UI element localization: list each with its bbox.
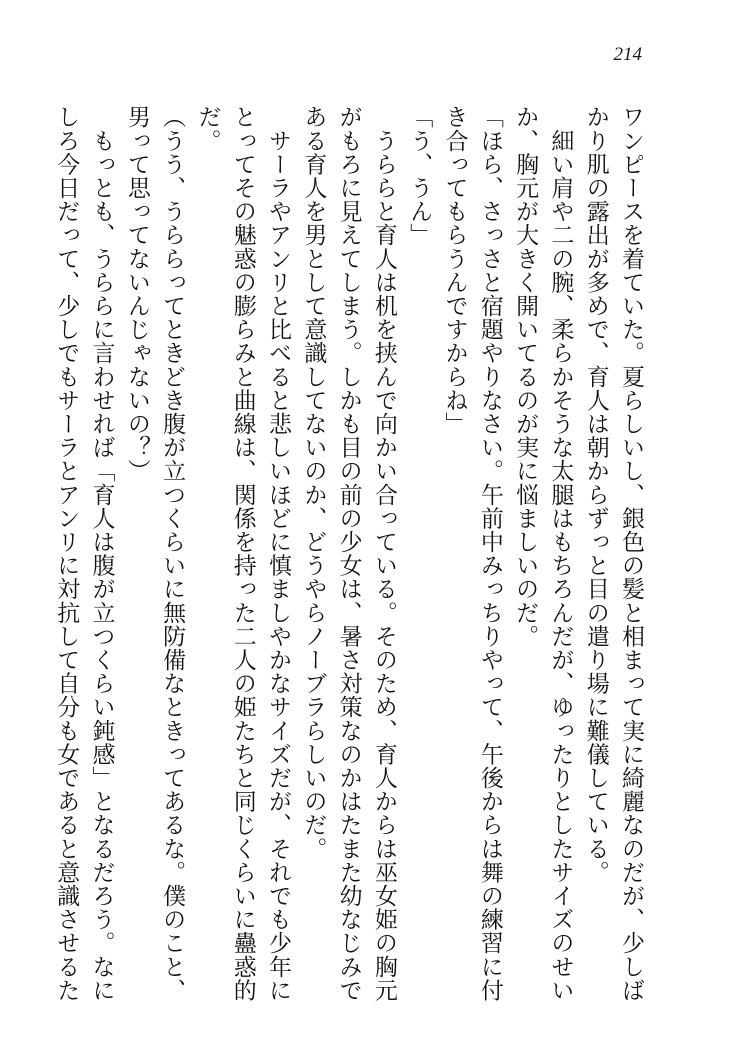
page-number: 214 bbox=[613, 44, 642, 65]
text-line: 「う、うん」 bbox=[406, 105, 433, 247]
body-text bbox=[48, 105, 648, 1002]
text-line: （うう、うららってときどき腹が立つくらいに無防備なときってあるな。僕のこと、 bbox=[159, 105, 186, 1002]
text-line: ある育人を男として意識してないのか、どうやらノーブラらしいのだ。 bbox=[300, 105, 327, 861]
text-line: サーラやアンリと比べると悲しいほどに慎ましやかなサイズだが、それでも少年に bbox=[265, 105, 292, 1002]
text-line: き合ってもらうんですからね」 bbox=[441, 105, 468, 436]
text-line: しろ今日だって、少しでもサーラとアンリに対抗して自分も女であると意識させるた bbox=[53, 105, 80, 1002]
text-line: だ。 bbox=[194, 105, 221, 153]
text-line: 男って思ってないんじゃないの？） bbox=[123, 105, 150, 483]
text-line: 細い肩や二の腕、柔らかそうな太腿はもちろんだが、ゆったりとしたサイズのせい bbox=[547, 105, 574, 1002]
text-line: 「ほら、さっさと宿題やりなさい。午前中みっちりやって、午後からは舞の練習に付 bbox=[476, 105, 503, 1002]
text-line: か、胸元が大きく開いてるのが実に悩ましいのだ。 bbox=[512, 105, 539, 648]
text-line: ワンピースを着ていた。夏らしいし、銀色の髪と相まって実に綺麗なのだが、少しば bbox=[618, 105, 644, 1002]
text-line: かり肌の露出が多めで、育人は朝からずっと目の遣り場に難儀している。 bbox=[582, 105, 609, 884]
text-line: もっとも、うららに言わせれば「育人は腹が立つくらい鈍感」となるだろう。なに bbox=[88, 105, 115, 1002]
text-line: がもろに見えてしまう。しかも目の前の少女は、暑さ対策なのかはたまた幼なじみで bbox=[335, 105, 362, 1002]
text-line: うららと育人は机を挟んで向かい合っている。そのため、育人からは巫女姫の胸元 bbox=[370, 105, 397, 1002]
text-line: とってその魅惑の膨らみと曲線は、関係を持った二人の姫たちと同じくらいに蠱惑的 bbox=[229, 105, 256, 1002]
